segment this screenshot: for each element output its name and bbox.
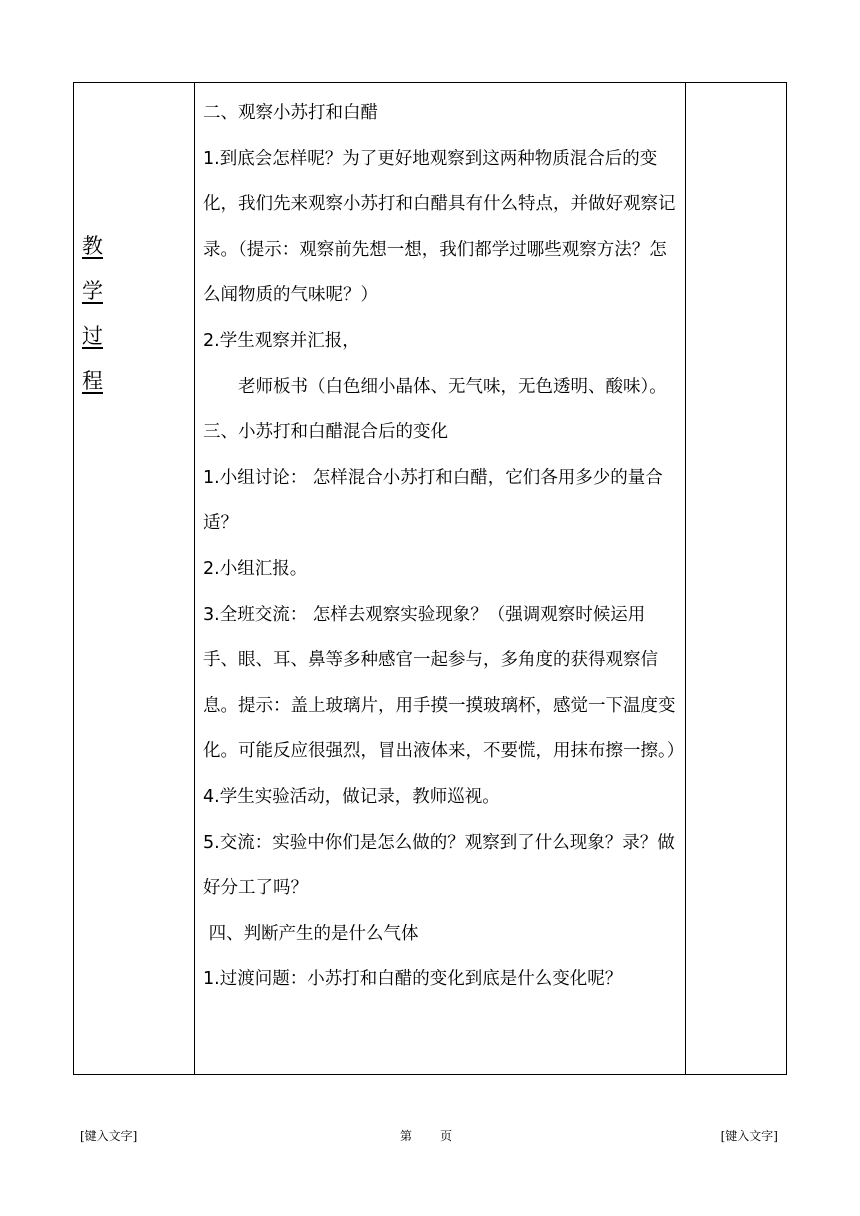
- label-char: 教: [82, 234, 103, 258]
- paragraph: 四、判断产生的是什么气体: [203, 923, 419, 944]
- content-body: [195, 83, 685, 1003]
- paragraph: 老师板书（白色细小晶体、无气味，无色透明、酸味）。: [238, 376, 667, 397]
- paragraph: 1.到底会怎样呢？为了更好地观察到这两种物质混合后的变化，我们先来观察小苏打和白醋具有什么特点，并做好观察记录。（提示：观察前先想一想，我们都学过哪些观察方法？怎么闻物质的气味呢？）: [203, 148, 676, 306]
- footer-center-second: 页: [440, 1129, 453, 1143]
- content-cell: [195, 83, 686, 1075]
- footer-right: [键入文字]: [720, 1129, 778, 1143]
- footer-left: [键入文字]: [80, 1129, 138, 1143]
- section-label: [82, 224, 194, 404]
- table-row: [74, 83, 787, 1075]
- paragraph: 2.小组汇报。: [203, 558, 308, 579]
- paragraph: 3.全班交流： 怎样去观察实验现象？（强调观察时候运用手、眼、耳、鼻等多种感官一起参与，多角度的获得观察信息。提示：盖上玻璃片，用手摸一摸玻璃杯，感觉一下温度变化。可能反应很强烈，冒出液体来，不要慌，用抹布擦一擦。）: [203, 604, 685, 762]
- label-char: 过: [82, 324, 103, 348]
- section-label-cell: [74, 83, 195, 1075]
- label-char: 程: [82, 369, 103, 393]
- paragraph: 1.小组讨论： 怎样混合小苏打和白醋，它们各用多少的量合适？: [203, 467, 663, 534]
- footer-center-first: 第: [400, 1129, 413, 1143]
- paragraph: 二、观察小苏打和白醋: [203, 103, 378, 123]
- lesson-table: [73, 82, 787, 1075]
- paragraph: 1.过渡问题：小苏打和白醋的变化到底是什么变化呢？: [203, 969, 623, 990]
- notes-cell: [686, 83, 787, 1075]
- paragraph: 2.学生观察并汇报，: [203, 330, 360, 351]
- label-char: 学: [82, 279, 103, 303]
- paragraph: 5.交流：实验中你们是怎么做的？观察到了什么现象？录？做好分工了吗？: [203, 832, 675, 899]
- paragraph: 4.学生实验活动，做记录，教师巡视。: [203, 786, 500, 807]
- footer-page-number: [400, 1127, 452, 1144]
- paragraph: 三、小苏打和白醋混合后的变化: [203, 422, 448, 443]
